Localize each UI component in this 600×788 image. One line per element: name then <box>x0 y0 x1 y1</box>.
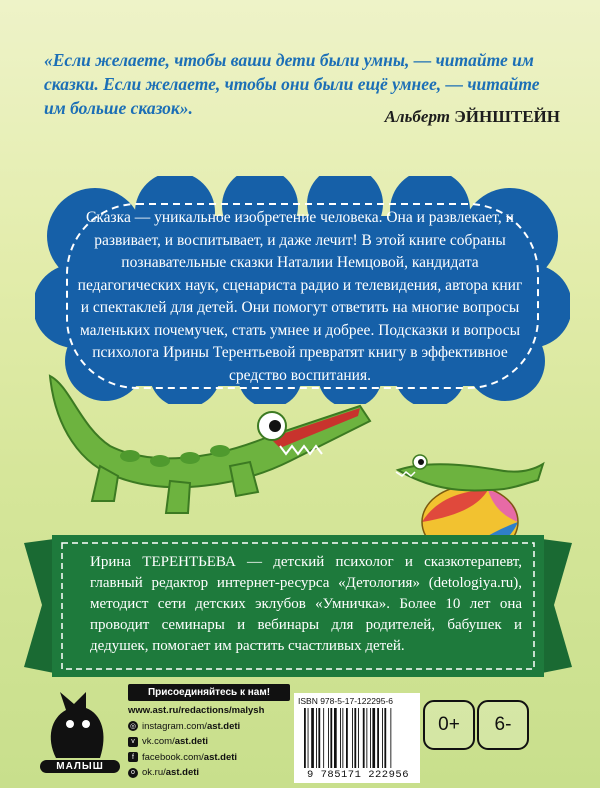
author-bio: Ирина ТЕРЕНТЬЕВА — детский психолог и сказкотерапевт, главный редактор интернет-ресурса «Детология» (detologiya.ru), методист сети детских эклубов «Умничка». Более 10 лет она проводит семинары и вебинары для родителей, бабушек и дедушек, помогает им растить счастливых детей. <box>90 554 522 654</box>
social-link-vk[interactable]: v vk.com/ ast.deti <box>128 734 264 750</box>
social-link-ok[interactable]: o ok.ru/ ast.deti <box>128 765 264 781</box>
instagram-icon: ◎ <box>129 722 137 730</box>
age-rating-badge-secondary: 6- <box>477 700 529 750</box>
site-link[interactable] <box>128 703 264 719</box>
age-rating-badge: 0+ <box>423 700 475 750</box>
join-us-banner: Присоединяйтесь к нам! <box>128 684 290 701</box>
publisher-logo-label: МАЛЫШ <box>40 760 120 773</box>
big-crocodile-illustration <box>40 366 380 516</box>
author-last-name: ЭЙНШТЕЙН <box>454 107 560 126</box>
vk-icon: v <box>128 737 138 747</box>
barcode-number: 9 785171 222956 <box>306 769 409 781</box>
epigraph-quote: «Если желаете, чтобы ваши дети были умны, — читайте им сказки. Если желаете, чтобы они были ещё умнее, — читайте им больше сказок». <box>44 50 540 118</box>
barcode <box>302 708 414 770</box>
social-link-facebook[interactable]: f facebook.com/ ast.deti <box>128 750 264 766</box>
social-links <box>128 703 264 781</box>
blurb-text: Сказка — уникальное изобретение человека. Она и развлекает, и развивает, и воспитывает, и даже лечит! В этой книге собраны познавательные сказки Наталии Немцовой, кандидата педагогических наук, сценариста радио и телевидения, автора книг и спектаклей для детей. Они помогут ответить на многие вопросы маленьких почемучек, стать умнее и добрее. Подсказки и вопросы психолога Ирины Терентьевой превратят книгу в эффективное средство воспитания. <box>77 209 523 384</box>
site-url: www.ast.ru/redactions/malysh <box>128 705 265 716</box>
epigraph-author <box>385 107 560 127</box>
facebook-icon: f <box>128 752 138 762</box>
small-crocodile-illustration <box>388 440 548 550</box>
isbn-label: ISBN 978-5-17-122295-6 <box>298 696 393 706</box>
ok-icon: o <box>128 768 138 778</box>
author-first-name: Альберт <box>384 107 450 126</box>
social-link-instagram[interactable]: ◎ instagram.com/ ast.deti <box>129 720 241 732</box>
